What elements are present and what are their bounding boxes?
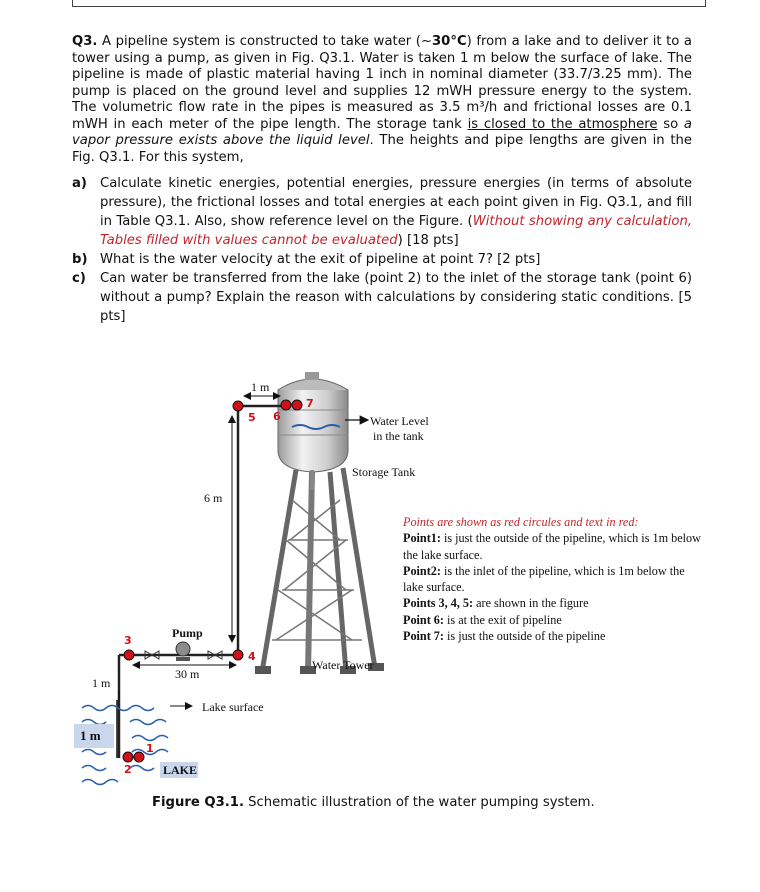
legend-label: Point1:	[403, 531, 441, 546]
question-part: so	[657, 116, 684, 132]
part-b	[72, 250, 692, 269]
part-a-text: Calculate kinetic energies, potential energies, pressure energies (in terms of absolute pressure), the frictional losses and total energies at each point given in Fig. Q3.1, and fill in Table Q3.1. Also, show reference level on the Figure. (	[100, 176, 692, 229]
point-1-label: 1	[146, 742, 154, 755]
caption-text: Schematic illustration of the water pumping system.	[243, 795, 595, 810]
point-7-marker	[292, 400, 302, 410]
part-a-warning: Without showing any calculation, Tables filled with values cannot be evaluated	[100, 214, 692, 248]
part-text: Can water be transferred from the lake (point 2) to the inlet of the storage tank (point 6) without a pump? Explain the reason with calculations by considering static conditions. [5 pts]	[100, 271, 692, 324]
part-a	[72, 174, 692, 250]
part-c	[72, 269, 692, 326]
point-7-label: 7	[306, 397, 314, 410]
legend-label: Points 3, 4, 5:	[403, 596, 474, 611]
storage-tank-label: Storage Tank	[352, 465, 416, 479]
point-2-label: 2	[124, 763, 132, 776]
legend-point-6	[403, 612, 703, 628]
caption-label: Figure Q3.1.	[152, 795, 244, 810]
part-label: b)	[72, 252, 88, 267]
part-label: a)	[72, 176, 87, 191]
legend-header: Points are shown as red circules and text in red:	[403, 515, 639, 529]
legend-points-345	[403, 595, 703, 611]
question-part: . The heights and pipe lengths are given in the Fig. Q3.1. For this system,	[72, 133, 693, 165]
point-3-marker	[124, 650, 134, 660]
legend-label: Point 6:	[403, 612, 444, 627]
dim-1m-top: 1 m	[251, 380, 270, 394]
point-4-label: 4	[248, 650, 256, 663]
legend-text: is the inlet of the pipeline, which is 1m below the lake surface.	[403, 563, 685, 595]
legend-text: are shown in the figure	[473, 596, 589, 611]
lake-label: LAKE	[163, 763, 198, 777]
point-2-marker	[123, 752, 133, 762]
question-part: ) from a lake and to deliver it to a tower using a pump, as given in Fig. Q3.1. Water is taken 1 m below the surface of lake. The pipeline is made of plastic material having 1 inch in nominal diameter (33.7/3.25 mm). The pump is placed on the ground level and supplies 12 mWH pressure energy to the system. The volumetric flow rate in the pipes is measured as 3.5 m³/h and frictional losses are 0.1 mWH in each meter of the pipe length. The storage tank	[72, 34, 692, 132]
water-level-label: Water Level	[370, 414, 429, 428]
legend-text: is just the outside of the pipeline, which is 1m below the lake surface.	[403, 531, 701, 562]
lake-surface-label: Lake surface	[202, 700, 264, 714]
pump-label: Pump	[172, 626, 203, 640]
dim-1m-box: 1 m	[80, 728, 101, 743]
legend-text: is at the exit of pipeline	[443, 612, 562, 627]
point-6-label: 6	[273, 410, 281, 423]
dim-1m-left: 1 m	[92, 676, 111, 690]
point-3-label: 3	[124, 634, 132, 647]
point-5-label: 5	[248, 411, 256, 424]
vapor-pressure-phrase: a vapor pressure exists above the liquid level	[72, 116, 693, 148]
dim-30m: 30 m	[175, 667, 200, 681]
points-legend	[403, 514, 703, 644]
point-6-marker	[281, 400, 291, 410]
temperature: 30°C	[432, 34, 467, 49]
pump	[145, 642, 222, 661]
legend-point-2	[403, 563, 703, 596]
question-part: A pipeline system is constructed to take water (~	[101, 34, 432, 49]
legend-point-1	[403, 530, 703, 563]
question-text	[72, 34, 692, 166]
legend-label: Point 7:	[403, 629, 444, 644]
point-5-marker	[233, 401, 243, 411]
figure-caption	[152, 795, 595, 810]
water-level-label-2: in the tank	[373, 429, 424, 443]
part-text	[100, 174, 692, 250]
question-number: Q3.	[72, 34, 98, 49]
legend-label: Point2:	[403, 563, 441, 578]
legend-point-7	[403, 628, 703, 644]
water-tower-label: Water Tower	[312, 658, 374, 672]
closed-tank-phrase: is closed to the atmosphere	[467, 116, 658, 132]
legend-text: is just the outside of the pipeline	[443, 629, 606, 644]
question-parts	[72, 174, 692, 326]
part-a-points: ) [18 pts]	[397, 233, 459, 248]
part-text: What is the water velocity at the exit of pipeline at point 7? [2 pts]	[100, 252, 541, 267]
part-label: c)	[72, 271, 86, 286]
dim-6m: 6 m	[204, 491, 223, 505]
point-4-marker	[233, 650, 243, 660]
point-1-marker	[134, 752, 144, 762]
page-top-border	[72, 0, 706, 7]
